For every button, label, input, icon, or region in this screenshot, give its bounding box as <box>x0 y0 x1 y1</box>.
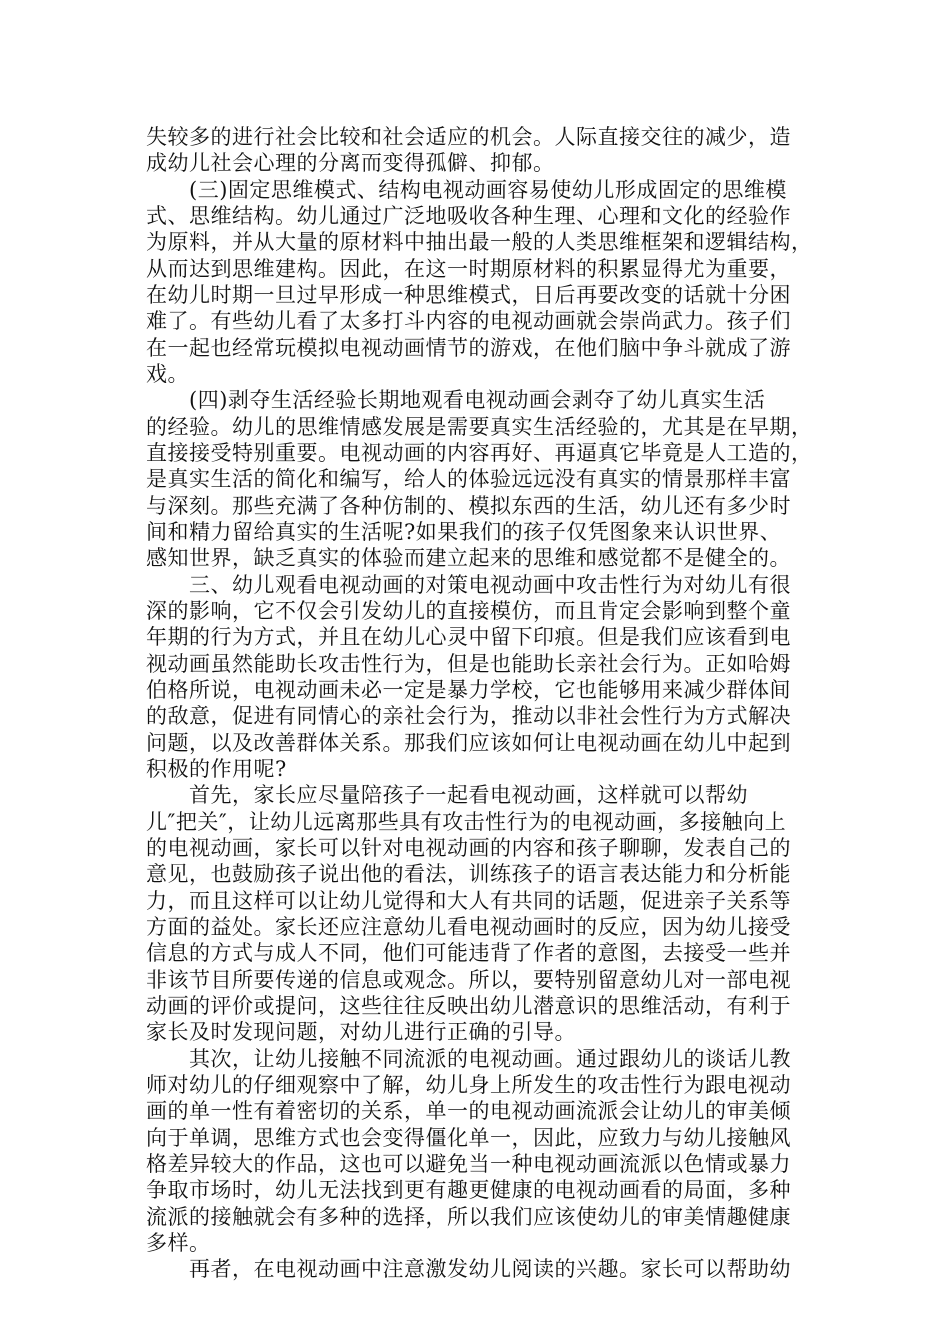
text-line: 三、幼儿观看电视动画的对策电视动画中攻击性行为对幼儿有很 <box>146 573 791 597</box>
text-line: 动画的评价或提问，这些往往反映出幼儿潜意识的思维活动，有利于 <box>146 994 791 1018</box>
text-line: 意见，也鼓励孩子说出他的看法，训练孩子的语言表达能力和分析能 <box>146 862 791 886</box>
text-line: 失较多的进行社会比较和社会适应的机会。人际直接交往的减少，造 <box>146 125 791 149</box>
text-line: 非该节目所要传递的信息或观念。所以，要特别留意幼儿对一部电视 <box>146 968 791 992</box>
text-line: 间和精力留给真实的生活呢?如果我们的孩子仅凭图象来认识世界、 <box>146 520 782 544</box>
text-line: 其次，让幼儿接触不同流派的电视动画。通过跟幼儿的谈话儿教 <box>146 1047 791 1071</box>
text-line: 信息的方式与成人不同，他们可能违背了作者的意图，去接受一些并 <box>146 941 791 965</box>
text-line: 问题，以及改善群体关系。那我们应该如何让电视动画在幼儿中起到 <box>146 731 791 755</box>
text-line: 再者，在电视动画中注意激发幼儿阅读的兴趣。家长可以帮助幼 <box>146 1257 791 1281</box>
text-line: 首先，家长应尽量陪孩子一起看电视动画，这样就可以帮幼 <box>146 783 748 807</box>
text-line: 画的单一性有着密切的关系，单一的电视动画流派会让幼儿的审美倾 <box>146 1099 791 1123</box>
text-line: 视动画虽然能助长攻击性行为，但是也能助长亲社会行为。正如哈姆 <box>146 652 791 676</box>
text-line: 感知世界，缺乏真实的体验而建立起来的思维和感觉都不是健全的。 <box>146 546 791 570</box>
text-line: 家长及时发现问题，对幼儿进行正确的引导。 <box>146 1020 576 1044</box>
text-line: 流派的接触就会有多种的选择，所以我们应该使幼儿的审美情趣健康 <box>146 1205 791 1229</box>
text-line: 伯格所说，电视动画未必一定是暴力学校，它也能够用来减少群体间 <box>146 678 791 702</box>
text-line: 是真实生活的简化和编写，给人的体验远远没有真实的情景那样丰富 <box>146 467 791 491</box>
text-line: 的电视动画，家长可以针对电视动画的内容和孩子聊聊，发表自己的 <box>146 836 791 860</box>
text-line: 在一起也经常玩模拟电视动画情节的游戏，在他们脑中争斗就成了游 <box>146 336 791 360</box>
text-line: 与深刻。那些充满了各种仿制的、模拟东西的生活，幼儿还有多少时 <box>146 494 791 518</box>
text-line: 师对幼儿的仔细观察中了解，幼儿身上所发生的攻击性行为跟电视动 <box>146 1073 791 1097</box>
text-line: 难了。有些幼儿看了太多打斗内容的电视动画就会崇尚武力。孩子们 <box>146 309 791 333</box>
text-line: 争取市场时，幼儿无法找到更有趣更健康的电视动画看的局面，多种 <box>146 1178 791 1202</box>
text-line: 向于单调，思维方式也会变得僵化单一，因此，应致力与幼儿接触风 <box>146 1126 791 1150</box>
text-line: 方面的益处。家长还应注意幼儿看电视动画时的反应，因为幼儿接受 <box>146 915 791 939</box>
text-line: 多样。 <box>146 1231 211 1255</box>
text-line: 格差异较大的作品，这也可以避免当一种电视动画流派以色情或暴力 <box>146 1152 791 1176</box>
text-line: 直接接受特别重要。电视动画的内容再好、再逼真它毕竟是人工造的， <box>146 441 813 465</box>
text-line: 儿″把关″，让幼儿远离那些具有攻击性行为的电视动画，多接触向上 <box>146 810 787 834</box>
text-line: 式、思维结构。幼儿通过广泛地吸收各种生理、心理和文化的经验作 <box>146 204 791 228</box>
text-line: (四)剥夺生活经验长期地观看电视动画会剥夺了幼儿真实生活 <box>146 388 766 412</box>
text-line: 的经验。幼儿的思维情感发展是需要真实生活经验的，尤其是在早期， <box>146 415 813 439</box>
text-line: 戏。 <box>146 362 189 386</box>
text-line: 在幼儿时期一旦过早形成一种思维模式，日后再要改变的话就十分困 <box>146 283 791 307</box>
text-line: 积极的作用呢? <box>146 757 287 781</box>
text-line: 力，而且这样可以让幼儿觉得和大人有共同的话题，促进亲子关系等 <box>146 889 791 913</box>
text-line: 成幼儿社会心理的分离而变得孤僻、抑郁。 <box>146 151 555 175</box>
text-line: (三)固定思维模式、结构电视动画容易使幼儿形成固定的思维模 <box>146 178 787 202</box>
text-line: 为原料，并从大量的原材料中抽出最一般的人类思维框架和逻辑结构， <box>146 230 813 254</box>
text-line: 深的影响，它不仅会引发幼儿的直接模仿，而且肯定会影响到整个童 <box>146 599 791 623</box>
text-line: 的敌意，促进有同情心的亲社会行为，推动以非社会性行为方式解决 <box>146 704 791 728</box>
text-line: 从而达到思维建构。因此，在这一时期原材料的积累显得尤为重要， <box>146 257 791 281</box>
text-line: 年期的行为方式，并且在幼儿心灵中留下印痕。但是我们应该看到电 <box>146 625 791 649</box>
